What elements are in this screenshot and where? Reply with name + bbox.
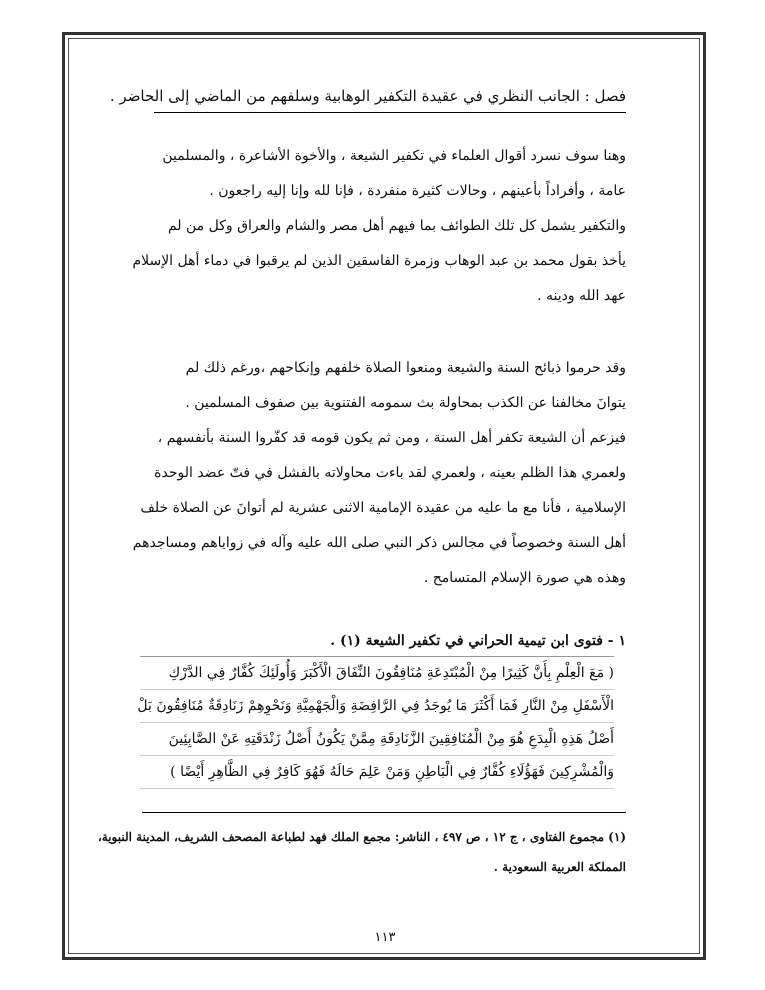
quote-line: الْأَسْفَلِ مِنْ النَّارِ فَمَا أَكْثَرَ مَا يُوجَدُ فِي الرَّافِضَةِ وَالْجَهْمِيَّةِ وَنَحْوِهِمْ زَنَادِقَةٌ مُنَافِقُونَ بَلْ <box>140 690 614 723</box>
paragraph-2 <box>132 351 626 596</box>
page-number: ١١٣ <box>374 930 396 945</box>
footnote-divider <box>142 812 626 813</box>
paragraph-line: والتكفير يشمل كل تلك الطوائف بما فيهم أهل مصر والشام والعراق وكل من لم <box>167 218 626 234</box>
footnote <box>97 822 626 882</box>
footnote-line: المملكة العربية السعودية . <box>493 860 626 874</box>
quote-line: وَالْمُشْرِكِينَ فَهَؤُلَاءِ كُفَّارٌ فِي الْبَاطِنِ وَمَنْ عَلِمَ حَالَهُ فَهُوَ كَافِرٌ فِي الظَّاهِرِ أَيْضًا ) <box>140 756 614 789</box>
paragraph-line: عامة ، وأفراداً بأعينهم ، وحالات كثيرة منفردة ، فإنا لله وإنا إليه راجعون . <box>209 183 626 199</box>
paragraph-1 <box>132 139 626 314</box>
page-content <box>109 82 626 789</box>
paragraph-line: وهنا سوف نسرد أقوال العلماء في تكفير الشيعة ، والأخوة الأشاعرة ، والمسلمين <box>162 148 626 164</box>
paragraph-line: وهذه هي صورة الإسلام المتسامح . <box>423 570 626 586</box>
paragraph-line: عهد الله ودينه . <box>537 288 626 304</box>
paragraph-line: يأخذ بقول محمد بن عبد الوهاب وزمرة الفاسقين الذين لم يرقبوا في دماء أهل الإسلام <box>132 253 626 269</box>
paragraph-line: فيزعم أن الشيعة تكفر أهل السنة ، ومن ثم يكون قومه قد كفّروا السنة بأنفسهم ، <box>157 430 626 446</box>
footnote-line: (١) مجموع الفتاوى ، ج ١٢ ، ص ٤٩٧ ، الناشر: مجمع الملك فهد لطباعة المصحف الشريف، المدينة النبوية، <box>97 830 626 844</box>
quote-line: ( مَعَ الْعِلْمِ بِأَنَّ كَثِيرًا مِنْ الْمُبْتَدِعَةِ مُنَافِقُونَ النِّفَاقَ الْأَكْبَرَ وَأُولَئِكَ كُفَّارٌ فِي الدَّرْكِ <box>140 657 614 690</box>
fatwa-subheading: ١ - فتوى ابن تيمية الحراني في تكفير الشيعة (١) . <box>330 633 626 649</box>
paragraph-line: الإسلامية ، فأنا مع ما عليه من عقيدة الإمامية الاثنى عشرية لم أتوانَ عن الصلاة خلف <box>140 500 626 516</box>
paragraph-line: أهل السنة وخصوصاً في مجالس ذكر النبي صلى الله عليه وآله في زواياهم ومساجدهم <box>132 535 626 551</box>
chapter-heading: فصل : الجانب النظري في عقيدة التكفير الوهابية وسلفهم من الماضي إلى الحاضر . <box>154 82 626 113</box>
paragraph-line: ولعمري هذا الظلم بعينه ، ولعمري لقد باءت محاولاته بالفشل في فتّ عضد الوحدة <box>154 465 626 481</box>
quote-line: أَصْلُ هَذِهِ الْبِدَعِ هُوَ مِنْ الْمُنَافِقِينَ الزَّنَادِقَةِ مِمَّنْ يَكُونُ أَصْلُ زَنْدَقَتِهِ عَنْ الصَّابِئِينَ <box>140 723 614 756</box>
paragraph-line: يتوانَ مخالفنا عن الكذب بمحاولة بث سمومه الفتنوية بين صفوف المسلمين . <box>185 395 626 411</box>
quoted-fatwa <box>137 656 614 789</box>
paragraph-line: وقد حرموا ذبائح السنة والشيعة ومنعوا الصلاة خلفهم وإنكاحهم ،ورغم ذلك لم <box>185 360 626 376</box>
